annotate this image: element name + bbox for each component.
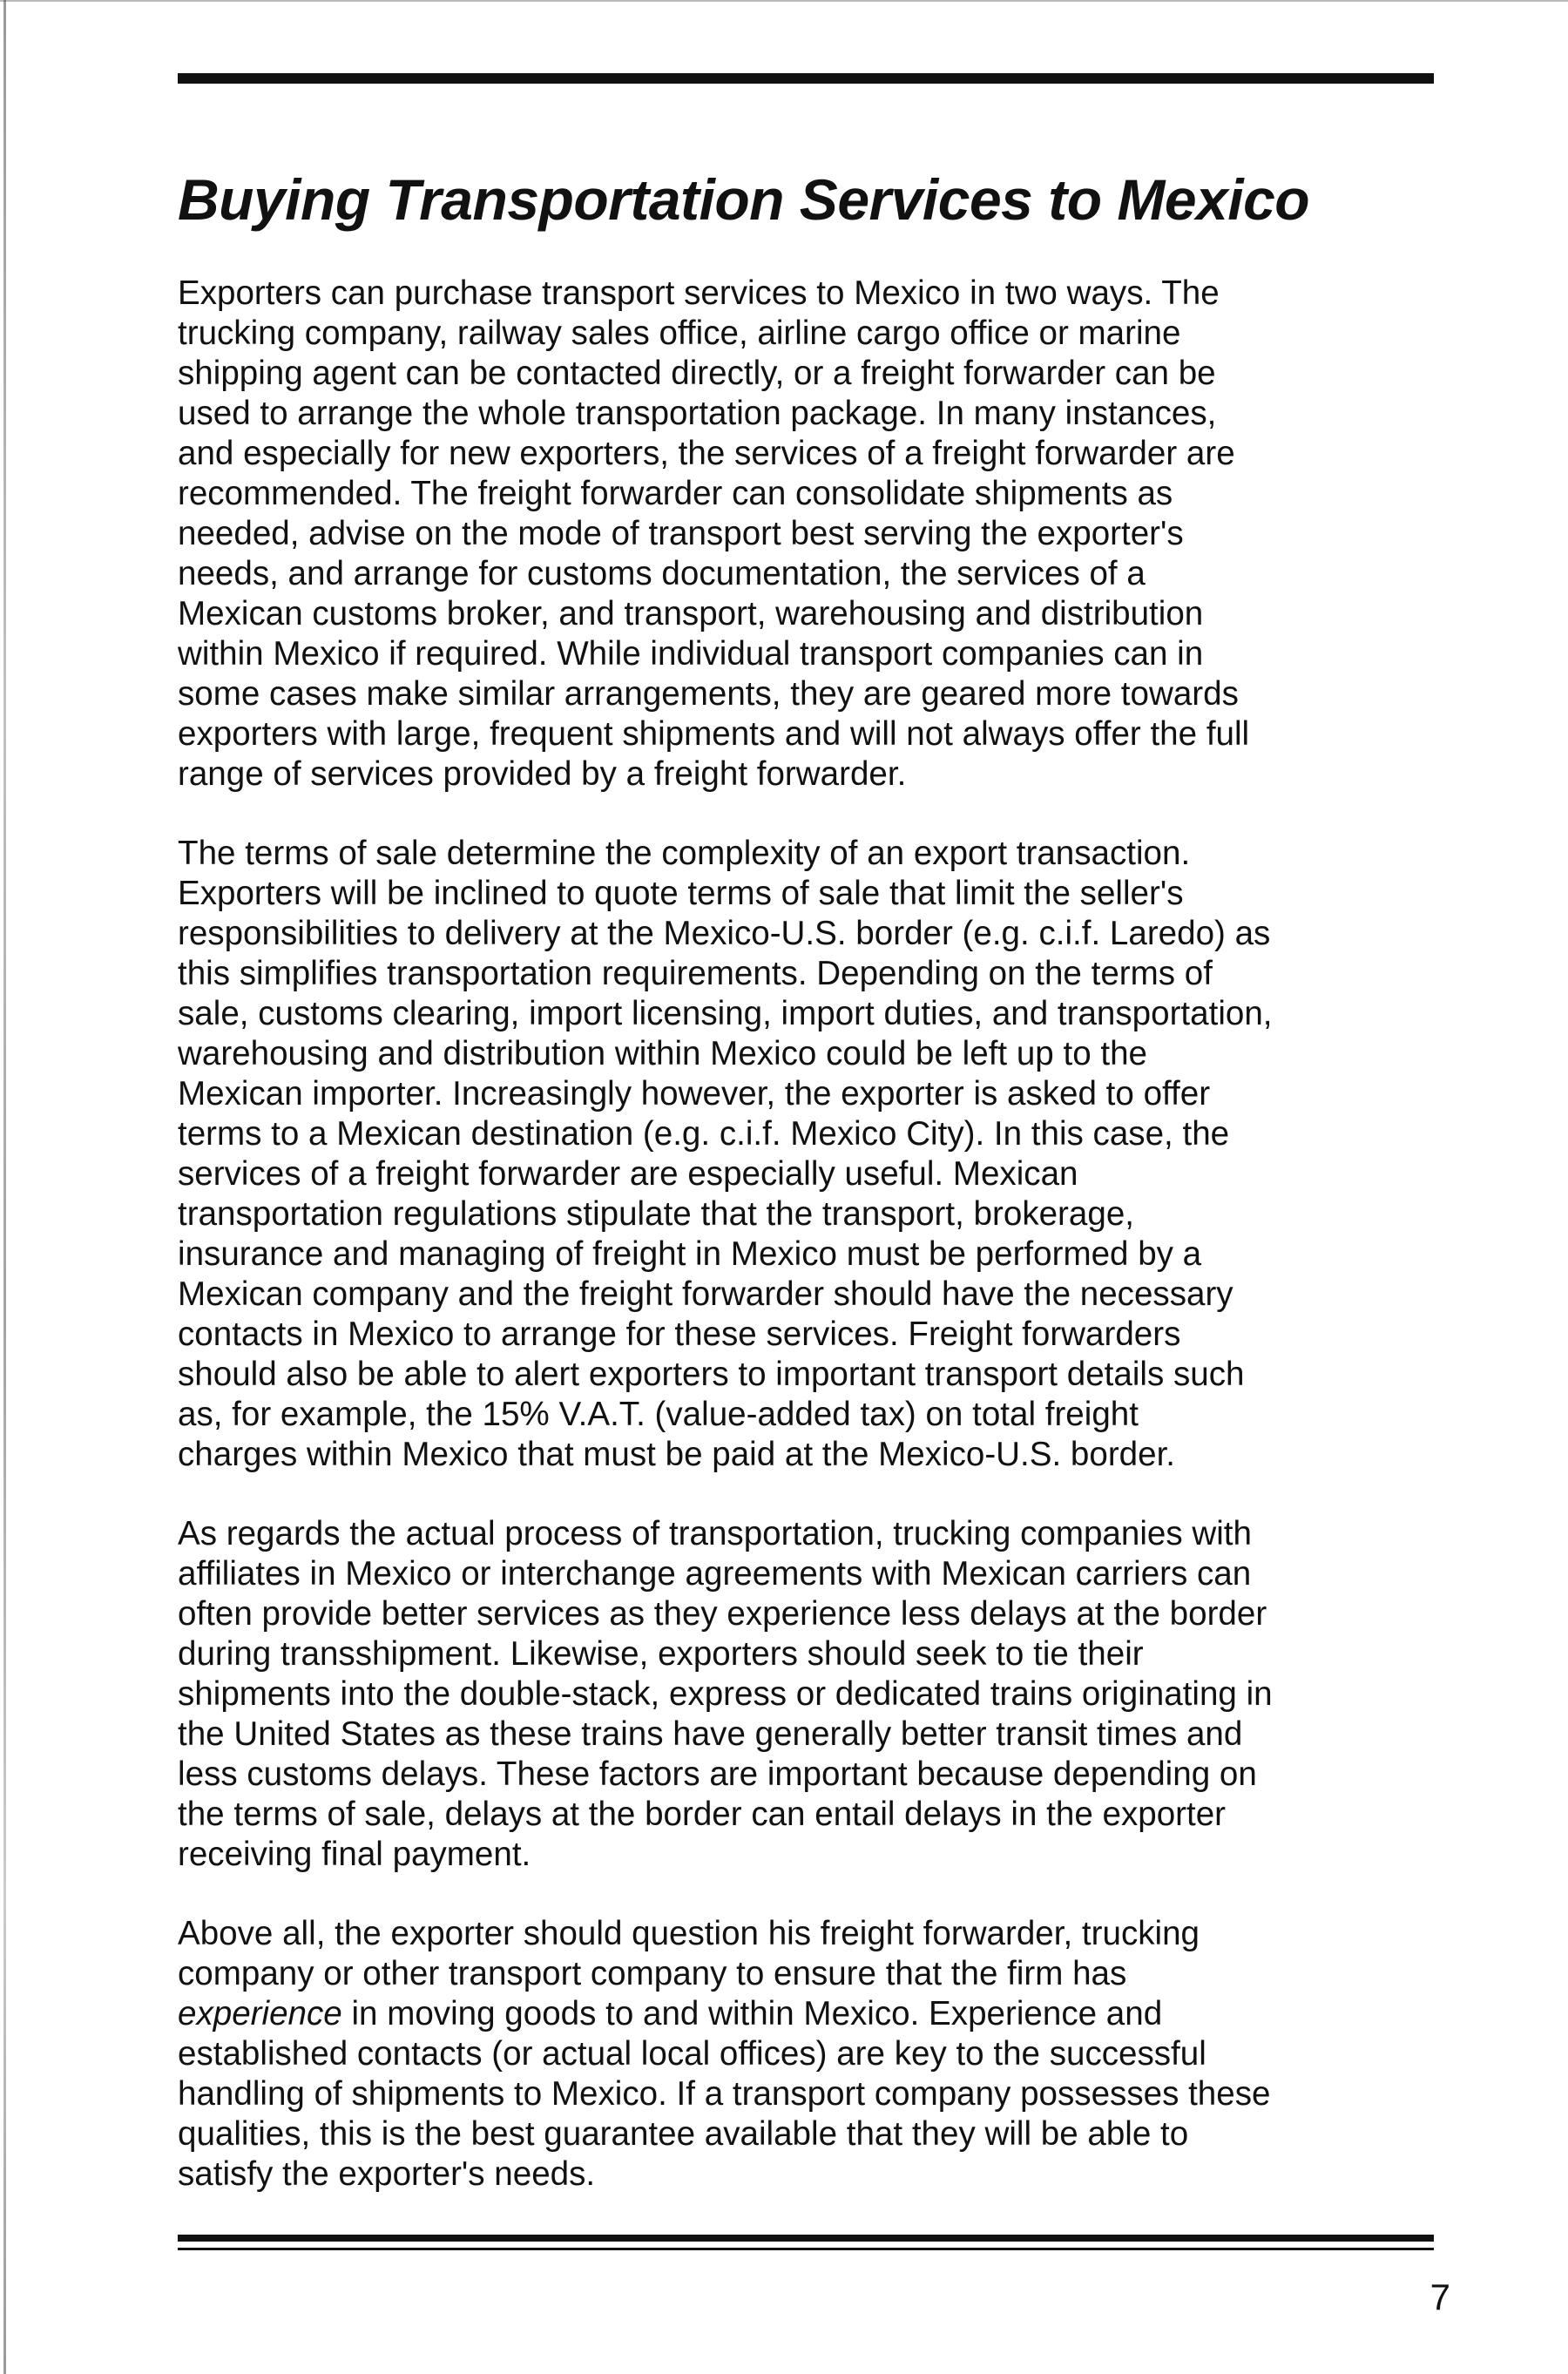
text-line bbox=[178, 1234, 1450, 1275]
text-run: recommended. The freight forwarder can consolidate shipments as bbox=[178, 475, 1173, 512]
text-line bbox=[178, 1594, 1450, 1634]
emphasis-text: experience bbox=[178, 1995, 342, 2032]
text-run: contacts in Mexico to arrange for these services. Freight forwarders bbox=[178, 1316, 1181, 1353]
page-content bbox=[178, 162, 1450, 2234]
text-line bbox=[178, 2154, 1450, 2195]
text-run: range of services provided by a freight forwarder. bbox=[178, 755, 907, 793]
text-run: and especially for new exporters, the services of a freight forwarder are bbox=[178, 435, 1235, 472]
text-run: the terms of sale, delays at the border can entail delays in the exporter bbox=[178, 1796, 1227, 1833]
text-run: shipments into the double-stack, express or dedicated trains originating in bbox=[178, 1675, 1273, 1713]
text-line bbox=[178, 1074, 1450, 1114]
bottom-rule-thick bbox=[178, 2235, 1434, 2242]
text-run: handling of shipments to Mexico. If a transport company possesses these bbox=[178, 2075, 1271, 2113]
text-run: as, for example, the 15% V.A.T. (value-added tax) on total freight bbox=[178, 1396, 1139, 1433]
text-line bbox=[178, 874, 1450, 914]
text-line bbox=[178, 1194, 1450, 1234]
text-run: in moving goods to and within Mexico. Experience and bbox=[341, 1995, 1163, 2032]
text-line bbox=[178, 434, 1450, 474]
text-run: receiving final payment. bbox=[178, 1836, 531, 1873]
text-line bbox=[178, 674, 1450, 714]
text-line bbox=[178, 754, 1450, 795]
text-run: services of a freight forwarder are especially useful. Mexican bbox=[178, 1155, 1078, 1193]
text-run: needs, and arrange for customs documentation, the services of a bbox=[178, 555, 1146, 592]
body-text bbox=[178, 274, 1450, 2195]
page-title: Buying Transportation Services to Mexico bbox=[178, 167, 1310, 232]
text-run: Mexican company and the freight forwarder should have the necessary bbox=[178, 1275, 1233, 1313]
text-run: the United States as these trains have generally better transit times and bbox=[178, 1715, 1243, 1753]
text-line bbox=[178, 994, 1450, 1034]
text-line bbox=[178, 1634, 1450, 1674]
text-line bbox=[178, 914, 1450, 954]
text-run: responsibilities to delivery at the Mexico-U.S. border (e.g. c.i.f. Laredo) as bbox=[178, 915, 1271, 952]
text-run: needed, advise on the mode of transport best serving the exporter's bbox=[178, 515, 1184, 552]
text-line bbox=[178, 954, 1450, 994]
text-run: Mexican importer. Increasingly however, the exporter is asked to offer bbox=[178, 1075, 1211, 1113]
text-run: terms to a Mexican destination (e.g. c.i.f. Mexico City). In this case, the bbox=[178, 1115, 1230, 1153]
scan-top-edge bbox=[0, 0, 1568, 2]
text-line bbox=[178, 314, 1450, 354]
text-line bbox=[178, 714, 1450, 754]
text-run: The terms of sale determine the complexity of an export transaction. bbox=[178, 835, 1191, 872]
text-line bbox=[178, 1034, 1450, 1074]
text-line bbox=[178, 1795, 1450, 1835]
paragraph bbox=[178, 274, 1450, 795]
text-run: company or other transport company to ensure that the firm has bbox=[178, 1955, 1127, 1992]
top-rule bbox=[178, 73, 1434, 84]
text-line bbox=[178, 1755, 1450, 1795]
text-line bbox=[178, 1514, 1450, 1554]
text-run: Mexican customs broker, and transport, warehousing and distribution bbox=[178, 595, 1204, 632]
text-line bbox=[178, 2114, 1450, 2154]
text-run: As regards the actual process of transportation, trucking companies with bbox=[178, 1515, 1252, 1552]
text-run: during transshipment. Likewise, exporters should seek to tie their bbox=[178, 1635, 1144, 1673]
text-line bbox=[178, 394, 1450, 434]
text-line bbox=[178, 1435, 1450, 1475]
text-line bbox=[178, 1954, 1450, 1994]
text-line bbox=[178, 1994, 1450, 2034]
text-line bbox=[178, 1315, 1450, 1355]
text-line bbox=[178, 554, 1450, 594]
text-run: insurance and managing of freight in Mexico must be performed by a bbox=[178, 1235, 1202, 1273]
text-run: charges within Mexico that must be paid at the Mexico-U.S. border. bbox=[178, 1436, 1176, 1473]
text-line bbox=[178, 634, 1450, 674]
text-line bbox=[178, 274, 1450, 314]
text-run: Exporters will be inclined to quote terms of sale that limit the seller's bbox=[178, 875, 1184, 912]
text-run: should also be able to alert exporters to important transport details such bbox=[178, 1356, 1245, 1393]
text-line bbox=[178, 1674, 1450, 1715]
text-run: used to arrange the whole transportation package. In many instances, bbox=[178, 395, 1217, 432]
text-run: warehousing and distribution within Mexico could be left up to the bbox=[178, 1035, 1148, 1072]
text-run: shipping agent can be contacted directly, or a freight forwarder can be bbox=[178, 355, 1216, 392]
paragraph bbox=[178, 834, 1450, 1475]
text-line bbox=[178, 1275, 1450, 1315]
text-run: satisfy the exporter's needs. bbox=[178, 2155, 596, 2193]
text-run: Exporters can purchase transport services to Mexico in two ways. The bbox=[178, 274, 1220, 312]
paragraph bbox=[178, 1514, 1450, 1875]
text-line bbox=[178, 1554, 1450, 1594]
text-run: some cases make similar arrangements, they are geared more towards bbox=[178, 675, 1239, 713]
text-line bbox=[178, 1154, 1450, 1194]
text-line bbox=[178, 474, 1450, 514]
text-run: transportation regulations stipulate that the transport, brokerage, bbox=[178, 1195, 1134, 1233]
bottom-rule-thin bbox=[178, 2248, 1434, 2250]
text-run: Above all, the exporter should question his freight forwarder, trucking bbox=[178, 1915, 1200, 1952]
page-number: 7 bbox=[1429, 2276, 1450, 2317]
text-line bbox=[178, 1715, 1450, 1755]
text-run: affiliates in Mexico or interchange agreements with Mexican carriers can bbox=[178, 1555, 1252, 1593]
text-run: established contacts (or actual local offices) are key to the successful bbox=[178, 2035, 1206, 2073]
text-run: qualities, this is the best guarantee available that they will be able to bbox=[178, 2115, 1189, 2153]
text-line bbox=[178, 514, 1450, 554]
text-line bbox=[178, 1395, 1450, 1435]
text-line bbox=[178, 2034, 1450, 2074]
text-run: exporters with large, frequent shipments and will not always offer the full bbox=[178, 715, 1250, 753]
text-run: less customs delays. These factors are important because depending on bbox=[178, 1755, 1257, 1793]
text-run: trucking company, railway sales office, airline cargo office or marine bbox=[178, 315, 1181, 352]
paragraph bbox=[178, 1914, 1450, 2195]
text-line bbox=[178, 1835, 1450, 1875]
text-line bbox=[178, 1914, 1450, 1954]
scan-left-edge bbox=[3, 0, 6, 2374]
text-run: within Mexico if required. While individual transport companies can in bbox=[178, 635, 1204, 673]
text-run: often provide better services as they experience less delays at the border bbox=[178, 1595, 1267, 1633]
text-line bbox=[178, 1114, 1450, 1154]
text-line bbox=[178, 354, 1450, 394]
text-line bbox=[178, 834, 1450, 874]
text-run: this simplifies transportation requirements. Depending on the terms of bbox=[178, 955, 1213, 992]
text-line bbox=[178, 1355, 1450, 1395]
text-line bbox=[178, 2074, 1450, 2114]
text-line bbox=[178, 594, 1450, 634]
text-run: sale, customs clearing, import licensing, import duties, and transportation, bbox=[178, 995, 1273, 1032]
